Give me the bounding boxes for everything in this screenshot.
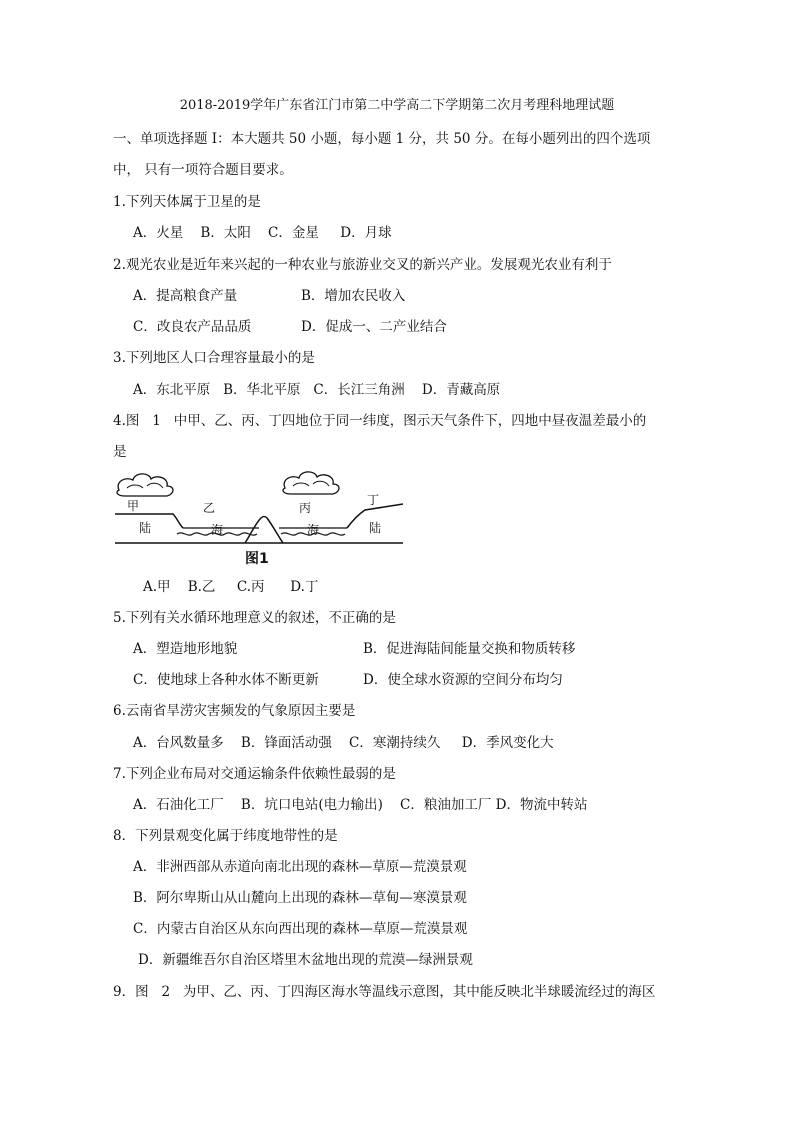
question-1-stem: 1.下列天体属于卫星的是	[113, 194, 261, 210]
section-instruction-line2: 中， 只有一项符合题目要求。	[113, 162, 293, 178]
question-5-option-d: D．使全球水资源的空间分布均匀	[363, 672, 563, 688]
question-8-option-c: C．内蒙古自治区从东向西出现的森林—草原—荒漠景观	[133, 921, 468, 937]
question-7-options: A．石油化工厂 B．坑口电站(电力输出) C．粮油加工厂 D．物流中转站	[133, 797, 588, 813]
question-2-option-c: C．改良农产品品质	[133, 319, 252, 335]
label-land-right: 陆	[369, 521, 382, 535]
label-yi: 乙	[203, 501, 216, 515]
question-4-options: A.甲 B.乙 C.丙 D.丁	[143, 579, 319, 595]
question-9-stem: 9．图 2 为甲、乙、丙、丁四海区海水等温线示意图，其中能反映北半球暖流经过的海区	[113, 984, 656, 1000]
question-8-option-a: A．非洲西部从赤道向南北出现的森林—草原—荒漠景观	[133, 859, 467, 875]
label-jia: 甲	[127, 499, 140, 513]
figure-1-caption: 图1	[245, 551, 269, 567]
question-8-option-d: D．新疆维吾尔自治区塔里木盆地出现的荒漠—绿洲景观	[138, 952, 473, 968]
question-6-stem: 6.云南省旱涝灾害频发的气象原因主要是	[113, 703, 356, 719]
question-8-stem: 8．下列景观变化属于纬度地带性的是	[113, 828, 338, 844]
question-6-options: A．台风数量多 B．锋面活动强 C．寒潮持续久 D．季风变化大	[133, 735, 554, 751]
question-2-option-a: A．提高粮食产量	[133, 288, 238, 304]
question-2-option-d: D．促成一、二产业结合	[301, 319, 447, 335]
label-land-left: 陆	[139, 521, 152, 535]
label-sea-right: 海	[307, 523, 320, 537]
question-4-stem: 4.图 1 中甲、乙、丙、丁四地位于同一纬度，图示天气条件下，四地中昼夜温差最小的	[113, 413, 647, 429]
question-1-options: A．火星 B．太阳 C．金星 D．月球	[133, 225, 392, 241]
question-7-stem: 7.下列企业布局对交通运输条件依赖性最弱的是	[113, 766, 396, 782]
central-mountain	[245, 517, 283, 544]
question-3-stem: 3.下列地区人口合理容量最小的是	[113, 350, 315, 366]
question-2-stem: 2.观光农业是近年来兴起的一种农业与旅游业交叉的新兴产业。发展观光农业有利于	[113, 257, 612, 273]
question-2-option-b: B．增加农民收入	[301, 288, 406, 304]
question-3-options: A．东北平原 B．华北平原 C．长江三角洲 D．青藏高原	[133, 382, 501, 398]
question-8-option-b: B．阿尔卑斯山从山麓向上出现的森林—草甸—寒漠景观	[133, 890, 467, 906]
exam-title: 2018-2019学年广东省江门市第二中学高二下学期第二次月考理科地理试题	[179, 98, 615, 113]
label-bing: 丙	[299, 501, 312, 515]
section-instruction-line1: 一、单项选择题 I：本大题共 50 小题，每小题 1 分，共 50 分。在每小题列出的四个选项	[113, 131, 651, 147]
cloud-left-icon	[117, 474, 173, 496]
question-5-option-b: B．促进海陆间能量交换和物质转移	[363, 641, 576, 657]
question-5-option-a: A．塑造地形地貌	[133, 641, 238, 657]
label-sea-left: 海	[211, 523, 224, 537]
label-ding: 丁	[367, 493, 380, 507]
question-5-option-c: C．使地球上各种水体不断更新	[133, 672, 319, 688]
question-5-stem: 5.下列有关水循环地理意义的叙述，不正确的是	[113, 610, 396, 626]
cloud-right-icon	[283, 472, 339, 494]
question-4-stem-continued: 是	[113, 444, 127, 460]
